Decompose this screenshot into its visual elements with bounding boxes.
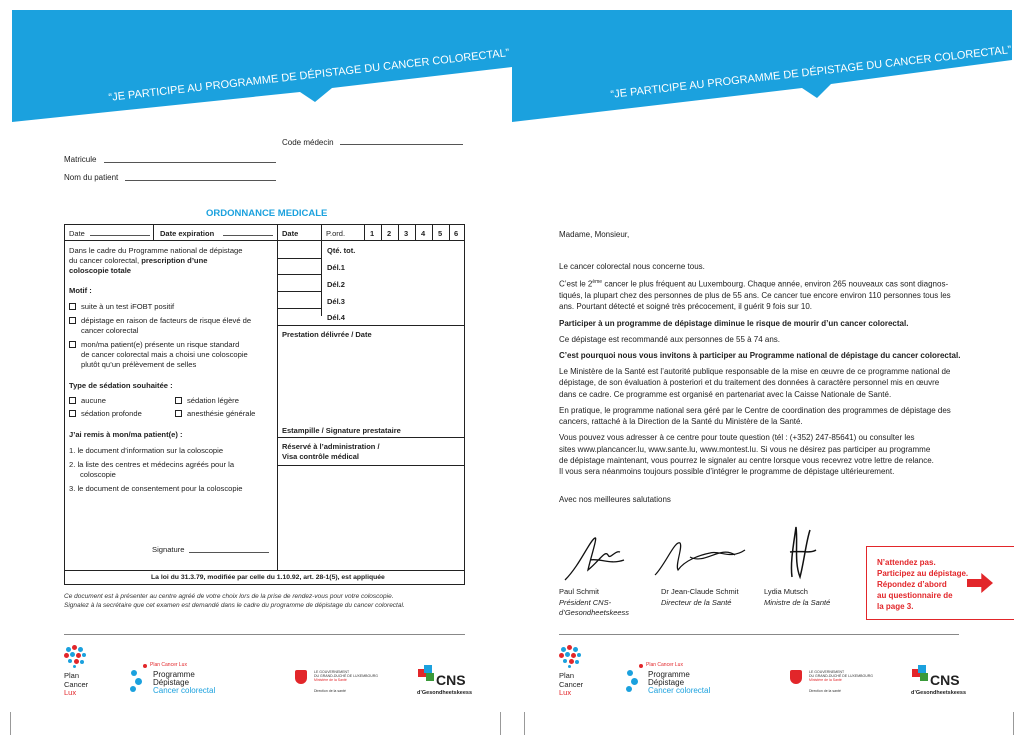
pd-line-1-right: Programme <box>648 670 690 679</box>
signature-label: Signature <box>152 545 185 554</box>
letter-p8-l1: Vous pouvez vous adresser à ce centre pour toute question (tél : (+352) 247-85641) ou consulter les <box>559 433 915 443</box>
num-1: 1 <box>370 229 375 238</box>
signature-schmit <box>560 530 630 585</box>
nom-patient-field[interactable] <box>125 180 276 181</box>
num-3: 3 <box>404 229 409 238</box>
matricule-field[interactable] <box>104 162 276 163</box>
motif-option-1[interactable]: suite à un test iFOBT positif <box>69 302 174 313</box>
remis-item-1: 1. le document d’information sur la coloscopie <box>69 446 224 455</box>
signatory-2: Dr Jean-Claude Schmit Directeur de la Santé <box>661 587 739 607</box>
cns-logo-text-left: CNS <box>436 672 466 688</box>
del-3: Dél.3 <box>327 297 345 306</box>
motif-option-3[interactable]: mon/ma patient(e) présente un risque standard <box>69 340 239 351</box>
motif-option-2[interactable]: dépistage en raison de facteurs de risque élevé de <box>69 316 251 327</box>
signatory-3: Lydia Mutsch Ministre de la Santé <box>764 587 831 607</box>
nom-patient-label: Nom du patient <box>64 173 119 182</box>
remis-item-2-cont: coloscopie <box>80 470 116 479</box>
letter-p1: Le cancer colorectal nous concerne tous. <box>559 262 705 272</box>
letter-p4: Ce dépistage est recommandé aux personnes de 55 à 74 ans. <box>559 334 781 344</box>
motif-option-2-cont: cancer colorectal <box>81 326 139 335</box>
date-expiration-field[interactable] <box>223 235 273 236</box>
code-medecin-label: Code médecin <box>282 138 334 147</box>
del-4: Dél.4 <box>327 313 345 322</box>
pd-small-label-left: Plan Cancer Lux <box>150 662 187 668</box>
num-6: 6 <box>454 229 459 238</box>
arrow-right-icon <box>967 573 993 593</box>
remis-item-3: 3. le document de consentement pour la coloscopie <box>69 484 243 493</box>
intro-line-2: du cancer colorectal, prescription d’une <box>69 256 208 265</box>
banner-slogan-left: “JE PARTICIPE AU PROGRAMME DE DÉPISTAGE DU CANCER COLORECTAL” <box>108 47 511 104</box>
num-5: 5 <box>438 229 443 238</box>
col-date2: Date <box>282 229 299 238</box>
letter-p6-l3: dans ce cadre. Ce programme est organisé en partenariat avec la Caisse Nationale de Santé. <box>559 389 892 399</box>
qte-tot: Qté. tot. <box>327 246 356 255</box>
letter-p8-l3: de dépistage maintenant, vous pourrez le signaler au centre lorsque vous recevrez votre lettre de relance. <box>559 455 934 465</box>
letter-p7-l1: En pratique, le programme national sera géré par le Centre de coordination des programmes de dépistage des <box>559 405 951 415</box>
estampille-label: Estampille / Signature prestataire <box>282 426 401 435</box>
sedation-title: Type de sédation souhaitée : <box>69 381 173 390</box>
signature-jc-schmit <box>650 535 750 580</box>
sedation-aucune[interactable]: aucune <box>69 396 106 407</box>
lion-emblem-right <box>790 670 802 684</box>
sedation-anesthesie[interactable]: anesthésie générale <box>175 409 255 420</box>
gov-text-right: LE GOUVERNEMENT DU GRAND-DUCHÉ DE LUXEMBOURG Ministère de la Santé <box>809 670 873 683</box>
gov-sub-left: Direction de la santé <box>314 689 346 693</box>
col-pord: P.ord. <box>326 229 346 238</box>
pd-line-3-left: Cancer colorectal <box>153 686 216 695</box>
motif-2-checkbox[interactable] <box>69 317 76 324</box>
col-date-expiration: Date expiration <box>160 229 215 238</box>
plan-cancer-text-right: Plan Cancer Lux <box>559 671 584 697</box>
aucune-checkbox[interactable] <box>69 397 76 404</box>
matricule-label: Matricule <box>64 155 97 164</box>
motif-1-checkbox[interactable] <box>69 303 76 310</box>
signatory-1: Paul Schmit Président CNS- d’Gesondheetskeess <box>559 587 630 617</box>
remis-title: J’ai remis à mon/ma patient(e) : <box>69 430 183 439</box>
cns-logo-icon-right <box>912 665 930 683</box>
letter-p6-l1: Le Ministère de la Santé est l’autorité publique responsable de la mise en œuvre de ce programme national de <box>559 367 951 377</box>
callout-box: N’attendez pas. Participez au dépistage. Répondez d’abord au questionnaire de la page 3. <box>866 546 1014 620</box>
signature-mutsch <box>780 522 820 582</box>
prescription-form <box>64 224 465 585</box>
letter-p7-l2: cancers, rattaché à la Direction de la Santé du Ministère de la Santé. <box>559 417 803 427</box>
pd-line-3-right: Cancer colorectal <box>648 686 711 695</box>
pd-line-2-left: Dépistage <box>153 678 190 687</box>
code-medecin-field[interactable] <box>340 144 463 145</box>
motif-option-3-cont1: de cancer colorectal mais a choisi une coloscopie <box>81 350 248 359</box>
ordonnance-title: ORDONNANCE MEDICALE <box>206 208 328 219</box>
intro-line-3: coloscopie totale <box>69 266 132 275</box>
note-line-2: Signalez à la secrétaire que cet examen est demandé dans le cadre du programme de dépistage du cancer colorectal. <box>64 602 405 609</box>
sedation-legere[interactable]: sédation légère <box>175 396 239 407</box>
letter-p2-l3: ans. Pourtant détecté et soigné très précocement, il guérit 9 fois sur 10. <box>559 302 813 312</box>
sedation-profonde[interactable]: sédation profonde <box>69 409 142 420</box>
reserve-label-1: Réservé à l’administration / <box>282 442 380 451</box>
note-line-1: Ce document est à présenter au centre agréé de votre choix lors de la prise de rendez-vous pour votre coloscopie. <box>64 593 394 600</box>
letter-p3: Participer à un programme de dépistage diminue le risque de mourir d’un cancer colorectal. <box>559 318 909 328</box>
num-2: 2 <box>387 229 392 238</box>
letter-p8-l4: Il vous sera néanmoins toujours possible d’intégrer le programme de dépistage ultérieurement. <box>559 466 895 476</box>
motif-3-checkbox[interactable] <box>69 341 76 348</box>
legere-checkbox[interactable] <box>175 397 182 404</box>
signature-field[interactable] <box>189 552 269 553</box>
intro-line-1: Dans le cadre du Programme national de dépistage <box>69 246 243 255</box>
col-date: Date <box>69 229 85 238</box>
cns-sub-left: d’Gesondheetskeess <box>417 690 473 696</box>
del-1: Dél.1 <box>327 263 345 272</box>
pd-line-1-left: Programme <box>153 670 195 679</box>
motif-option-3-cont2: plutôt qu’un prélèvement de selles <box>81 360 197 369</box>
crop-mark-bm1 <box>500 712 501 735</box>
footer-rule-right <box>559 634 959 635</box>
pd-small-label-right: Plan Cancer Lux <box>646 662 683 668</box>
loi-text: La loi du 31.3.79, modifiée par celle du 1.10.92, art. 28-1(5), est appliquée <box>151 574 385 581</box>
letter-closing: Avec nos meilleures salutations <box>559 495 671 505</box>
letter-p2-l1: C’est le 2ème cancer le plus fréquent au Luxembourg. Chaque année, environ 265 nouveaux cas sont diagnos- <box>559 279 949 290</box>
profonde-checkbox[interactable] <box>69 410 76 417</box>
cns-logo-text-right: CNS <box>930 672 960 688</box>
pd-line-2-right: Dépistage <box>648 678 685 687</box>
footer-rule-left <box>64 634 465 635</box>
cns-logo-icon-left <box>418 665 436 683</box>
gov-text-left: LE GOUVERNEMENT DU GRAND-DUCHÉ DE LUXEMBOURG Ministère de la Santé <box>314 670 378 683</box>
lion-emblem-left <box>295 670 307 684</box>
cns-sub-right: d’Gesondheetskeess <box>911 690 967 696</box>
letter-p6-l2: dépistage, de son évaluation à posteriori et du traitement des données à caractère personnel mis en œuvre <box>559 378 940 388</box>
remis-item-2: 2. la liste des centres et médecins agréés pour la <box>69 460 235 469</box>
motif-title: Motif : <box>69 286 92 295</box>
anesthesie-checkbox[interactable] <box>175 410 182 417</box>
letter-p5: C’est pourquoi nous vous invitons à participer au Programme national de dépistage du cancer colorectal. <box>559 351 961 361</box>
banner-slogan-right: “JE PARTICIPE AU PROGRAMME DE DÉPISTAGE DU CANCER COLORECTAL” <box>610 44 1013 101</box>
num-4: 4 <box>421 229 426 238</box>
letter-p2-l2: tiqués, la plupart chez des personnes de plus de 55 ans. Ce cancer tue encore environ 110 personnes tous les <box>559 291 951 301</box>
plan-cancer-text-left: Plan Cancer Lux <box>64 671 89 697</box>
letter-body <box>559 229 960 505</box>
crop-mark-bm2 <box>524 712 525 735</box>
crop-mark-br <box>1013 712 1014 735</box>
crop-mark-bl <box>10 712 11 735</box>
del-2: Dél.2 <box>327 280 345 289</box>
letter-p8-l2: sites www.plancancer.lu, www.sante.lu, www.montest.lu. Si vous ne désirez pas participer au programme <box>559 444 931 454</box>
letter-greeting: Madame, Monsieur, <box>559 230 630 239</box>
date-field[interactable] <box>90 235 150 236</box>
prestation-label: Prestation délivrée / Date <box>282 330 372 339</box>
reserve-label-2: Visa contrôle médical <box>282 452 359 461</box>
gov-sub-right: Direction de la santé <box>809 689 841 693</box>
